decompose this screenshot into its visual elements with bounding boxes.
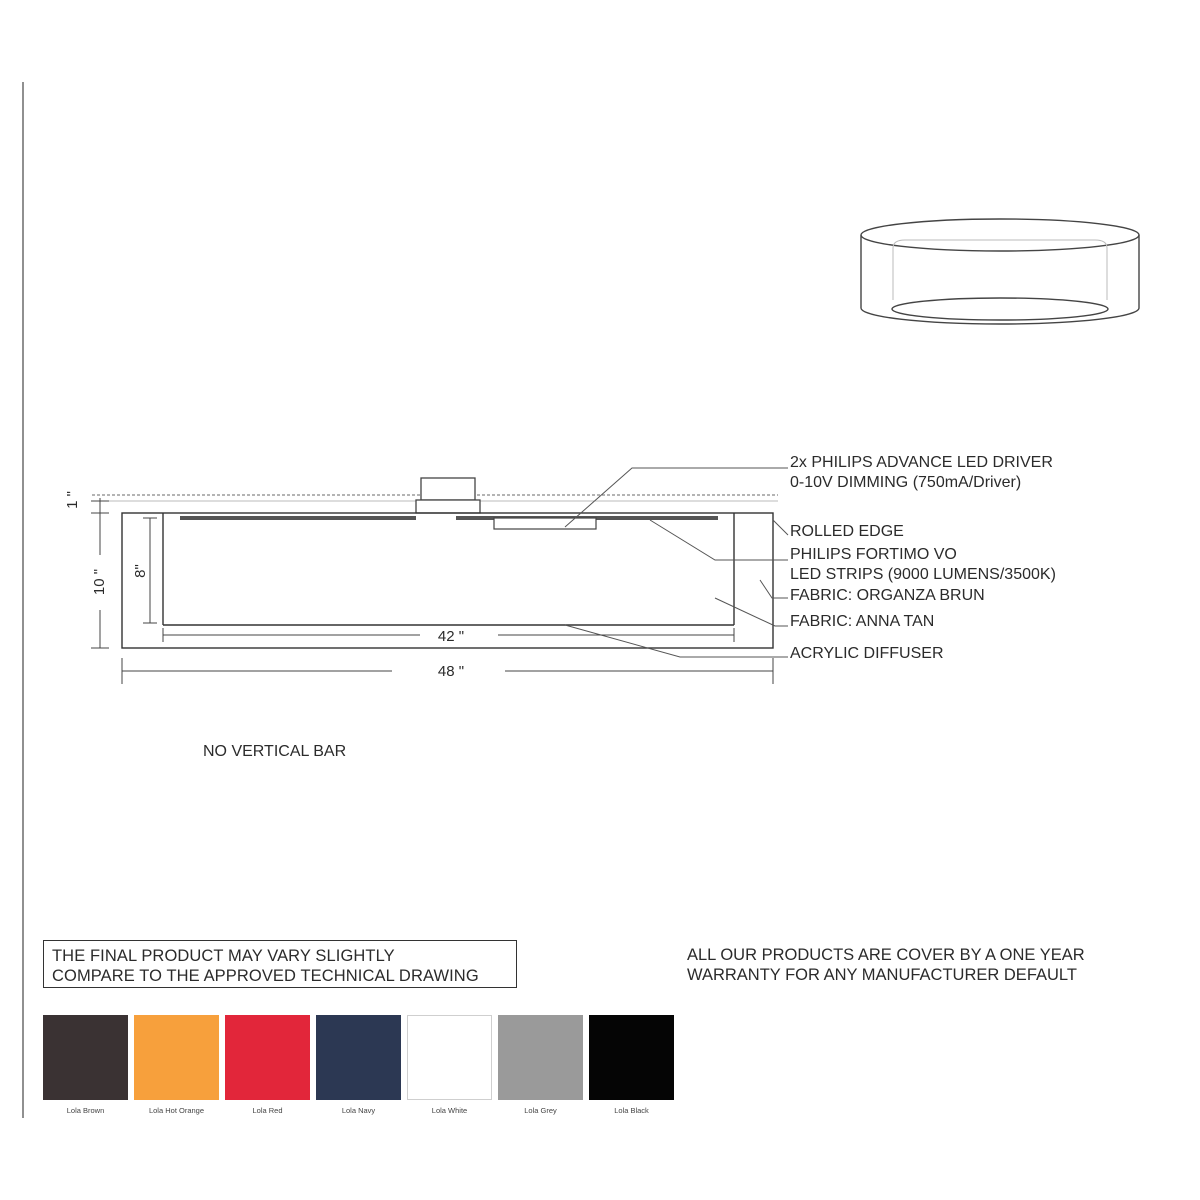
callout-fabric-inner: FABRIC: ANNA TAN xyxy=(790,613,935,630)
swatch-chip xyxy=(225,1015,310,1100)
leader-lines xyxy=(565,468,788,657)
fixture-perspective-illustration xyxy=(861,219,1139,324)
callout-diffuser: ACRYLIC DIFFUSER xyxy=(790,645,944,662)
callout-rolled-edge: ROLLED EDGE xyxy=(790,523,904,540)
swatch-chip xyxy=(134,1015,219,1100)
callout-strips-line1: PHILIPS FORTIMO VO xyxy=(790,546,957,563)
canopy xyxy=(416,478,480,513)
callout-driver-line2: 0-10V DIMMING (750mA/Driver) xyxy=(790,474,1022,491)
swatch-label: Lola Brown xyxy=(66,1106,105,1115)
swatch-chip xyxy=(407,1015,492,1100)
option-note: NO VERTICAL BAR xyxy=(203,743,347,760)
swatch-label: Lola Black xyxy=(614,1106,649,1115)
swatch-lola-hot-orange[interactable] xyxy=(134,1015,219,1115)
disclaimer-line2: COMPARE TO THE APPROVED TECHNICAL DRAWING xyxy=(52,967,479,985)
callout-driver-line1: 2x PHILIPS ADVANCE LED DRIVER xyxy=(790,454,1053,471)
led-strips xyxy=(180,516,718,529)
dimension-canopy-height-label: 1 " xyxy=(64,491,81,509)
swatch-chip xyxy=(43,1015,128,1100)
warranty-line2: WARRANTY FOR ANY MANUFACTURER DEFAULT xyxy=(687,966,1077,984)
warranty-line1: ALL OUR PRODUCTS ARE COVER BY A ONE YEAR xyxy=(687,946,1085,964)
callout-fabric-outer: FABRIC: ORGANZA BRUN xyxy=(790,587,985,604)
swatch-lola-black[interactable] xyxy=(589,1015,674,1115)
dimension-total-height-label: 10 " xyxy=(91,568,108,596)
swatch-label: Lola Navy xyxy=(341,1106,376,1115)
disclaimer-line1: THE FINAL PRODUCT MAY VARY SLIGHTLY xyxy=(52,947,395,965)
disclaimer-box xyxy=(43,940,517,988)
swatch-chip xyxy=(589,1015,674,1100)
dimension-inner-width-label: 42 " xyxy=(437,628,465,645)
dimension-outer-width-label: 48 " xyxy=(437,663,465,680)
dimension-inner-height-label: 8" xyxy=(132,564,149,578)
swatch-label: Lola Grey xyxy=(524,1106,557,1115)
swatch-label: Lola Red xyxy=(252,1106,283,1115)
swatch-label: Lola Hot Orange xyxy=(148,1106,205,1115)
swatch-label: Lola White xyxy=(431,1106,468,1115)
swatch-lola-red[interactable] xyxy=(225,1015,310,1115)
swatch-lola-brown[interactable] xyxy=(43,1015,128,1115)
swatch-lola-grey[interactable] xyxy=(498,1015,583,1115)
swatch-lola-navy[interactable] xyxy=(316,1015,401,1115)
callout-strips-line2: LED STRIPS (9000 LUMENS/3500K) xyxy=(790,566,1056,583)
warranty-note xyxy=(687,945,1167,985)
swatch-lola-white[interactable] xyxy=(407,1015,492,1115)
swatch-chip xyxy=(498,1015,583,1100)
swatch-chip xyxy=(316,1015,401,1100)
